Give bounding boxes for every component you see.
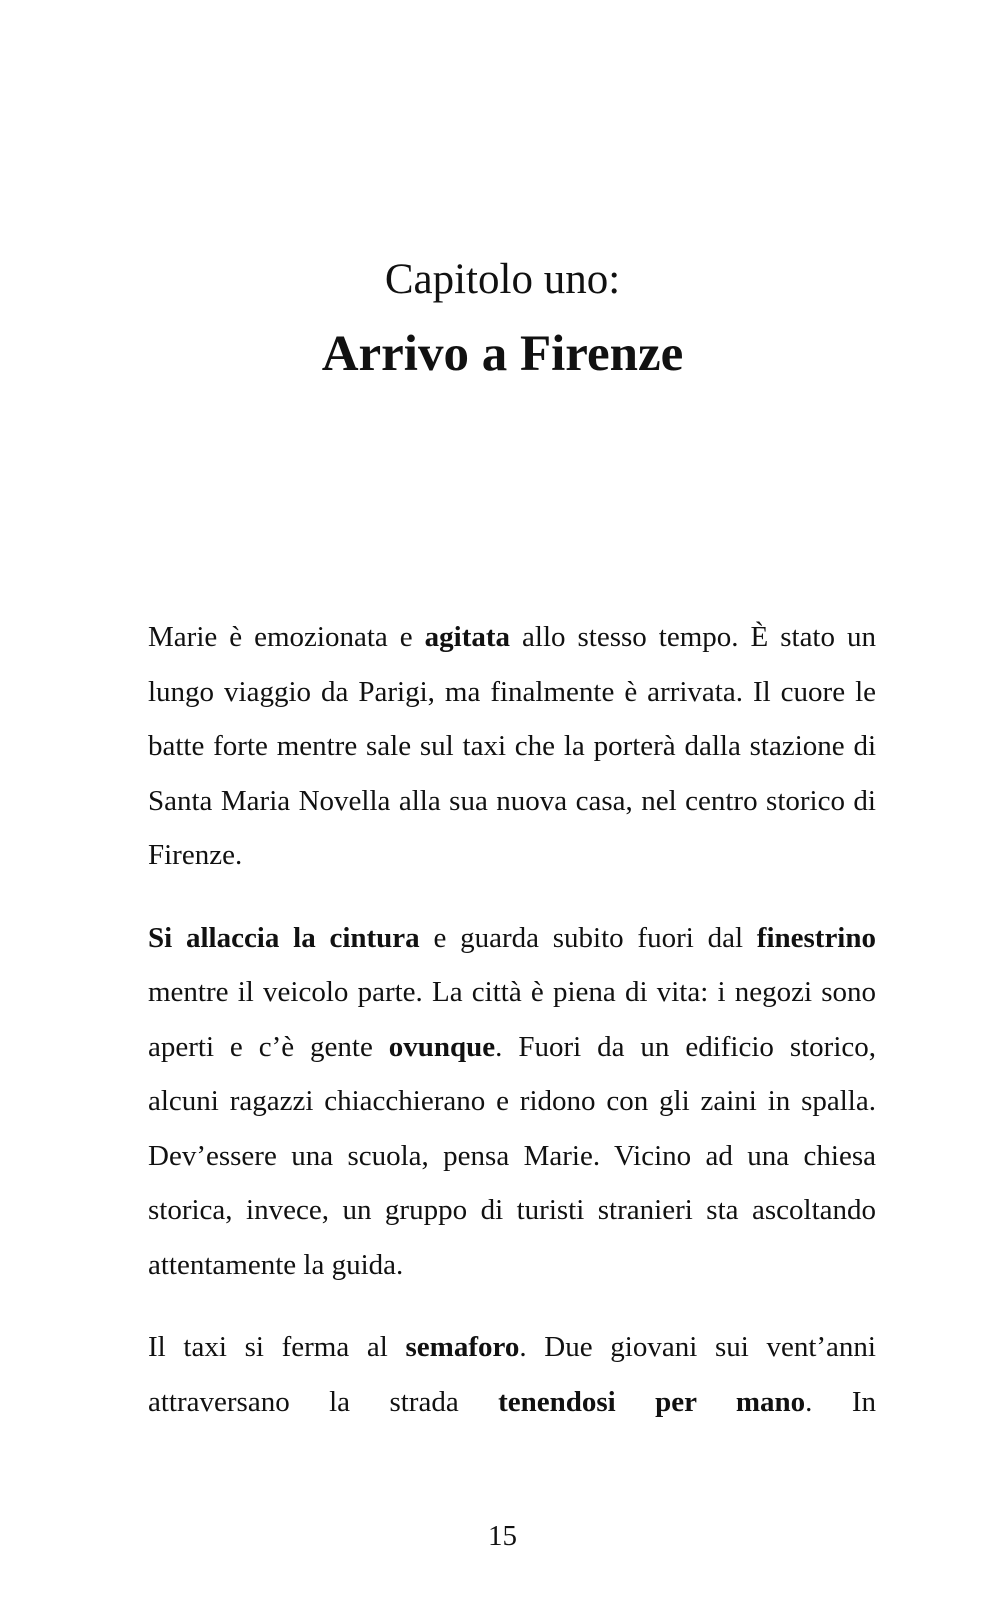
paragraph-text: . Due giovani sui vent’anni attraversano la strada bbox=[148, 1331, 876, 1418]
bold-term: Si allaccia la cintura bbox=[148, 921, 420, 954]
paragraph-1 bbox=[148, 610, 876, 883]
bold-term: finestrino bbox=[756, 921, 876, 954]
paragraph-text: Marie è emozionata e bbox=[148, 621, 425, 653]
bold-term: semaforo bbox=[405, 1331, 520, 1363]
paragraph-text: e guarda subito fuori dal bbox=[419, 921, 757, 954]
chapter-heading bbox=[0, 250, 1005, 392]
chapter-body bbox=[148, 610, 876, 1457]
paragraph-text: allo stesso tempo. È stato un lungo viaggio da Parigi, ma finalmente è arrivata. Il cuore le batte forte mentre sale sul taxi che la porterà dalla stazione di Santa Maria Novella alla sua nuova casa, nel centro storico di Firenze. bbox=[148, 621, 876, 871]
bold-term: agitata bbox=[424, 621, 511, 653]
paragraph-text: . In bbox=[805, 1385, 876, 1418]
bold-term: ovunque bbox=[388, 1030, 496, 1063]
paragraph-text: mentre il veicolo parte. La città è piena di vita: i negozi sono aperti e c’è gente bbox=[148, 976, 876, 1063]
page-number: 15 bbox=[488, 1520, 517, 1552]
paragraph-2 bbox=[148, 911, 876, 1293]
chapter-title: Arrivo a Firenze bbox=[321, 326, 684, 382]
paragraph-text: Il taxi si ferma al bbox=[148, 1331, 406, 1363]
bold-term: tenendosi per mano bbox=[498, 1385, 806, 1418]
chapter-label: Capitolo uno: bbox=[384, 256, 621, 303]
paragraph-text: . Fuori da un edificio storico, alcuni ragazzi chiacchierano e ridono con gli zaini in spalla. Dev’essere una scuola, pensa Marie. Vicino ad una chiesa storica, invece, un gruppo di turisti stranieri sta ascoltando attentamente la guida. bbox=[148, 1030, 876, 1281]
paragraph-3 bbox=[148, 1320, 876, 1429]
